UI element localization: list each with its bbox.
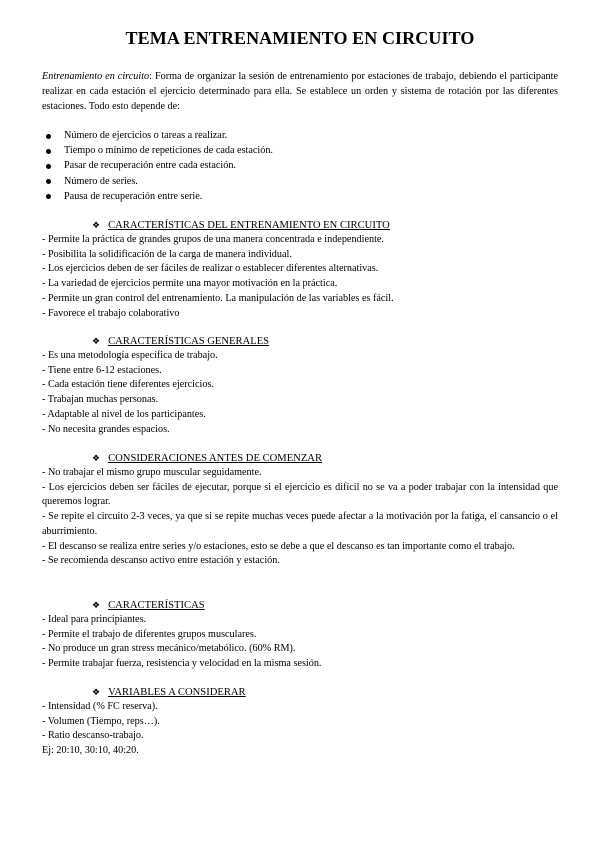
- bullet-icon: [46, 194, 51, 199]
- list-item: - El descanso se realiza entre series y/o estaciones, esto se debe a que el descanso es tan importante como el trabajo.: [42, 540, 515, 552]
- list-item: - Cada estación tiene diferentes ejercicios.: [42, 379, 214, 391]
- list-item: Número de series.: [42, 174, 542, 189]
- diamond-bullet-icon: ❖: [92, 600, 101, 610]
- list-item: - Los ejercicios deben ser fáciles de ejecutar, porque si el ejercicio es difícil no se va a poder trabajar con la intensidad que queremos lograr.: [42, 481, 558, 508]
- section-heading: ❖ CONSIDERACIONES ANTES DE COMENZAR: [92, 453, 323, 464]
- list-item: Pausa de recuperación entre serie.: [42, 189, 542, 204]
- list-item: - Intensidad (% FC reserva).: [42, 701, 158, 712]
- list-item: - Favorece el trabajo colaborativo: [42, 307, 180, 319]
- section-heading: ❖ CARACTERÍSTICAS: [92, 600, 205, 611]
- section-list: [42, 466, 558, 569]
- list-item: - Tiene entre 6-12 estaciones.: [42, 364, 162, 376]
- diamond-bullet-icon: ❖: [92, 220, 101, 230]
- diamond-bullet-icon: ❖: [92, 336, 101, 346]
- section-heading: ❖ VARIABLES A CONSIDERAR: [92, 687, 246, 698]
- section-list: [42, 233, 558, 321]
- section-heading: ❖ CARACTERÍSTICAS DEL ENTRENAMIENTO EN CIRCUITO: [92, 220, 390, 231]
- factor-list: [42, 128, 542, 204]
- section-list: [42, 700, 558, 759]
- diamond-bullet-icon: ❖: [92, 687, 101, 697]
- section-characteristics: [42, 598, 558, 672]
- list-item: Pasar de recuperación entre cada estación.: [42, 158, 542, 173]
- page-title: TEMA ENTRENAMIENTO EN CIRCUITO: [125, 28, 475, 48]
- list-item: - No produce un gran stress mecánico/metabólico. (60% RM).: [42, 643, 296, 655]
- section-considerations: [42, 451, 558, 569]
- section-variables: [42, 685, 558, 759]
- diamond-bullet-icon: ❖: [92, 453, 101, 463]
- list-item: - Ideal para principiantes.: [42, 614, 147, 625]
- list-item: Tiempo o mínimo de repeticiones de cada estación.: [42, 143, 542, 158]
- section-circuit-characteristics: [42, 218, 558, 321]
- list-item: - Permite un gran control del entrenamiento. La manipulación de las variables es fácil.: [42, 292, 394, 304]
- section-list: [42, 613, 558, 672]
- list-item: - No necesita grandes espacios.: [42, 423, 170, 435]
- list-item: - Volumen (Tiempo, reps…).: [42, 715, 160, 727]
- bullet-icon: [46, 164, 51, 169]
- list-item: - Trabajan muchas personas.: [42, 394, 159, 406]
- intro-paragraph: [42, 69, 558, 115]
- section-heading: ❖ CARACTERÍSTICAS GENERALES: [92, 336, 270, 347]
- list-item: - Ratio descanso-trabajo.: [42, 730, 144, 742]
- list-item: - Permite la práctica de grandes grupos de una manera concentrada e independiente.: [42, 234, 384, 245]
- bullet-icon: [46, 134, 51, 139]
- list-item: - Adaptable al nivel de los participantes.: [42, 408, 206, 420]
- list-item: - Posibilita la solidificación de la carga de manera individual.: [42, 248, 292, 260]
- list-item: - Se repite el circuito 2-3 veces, ya que si se repite muchas veces puede afectar a la motivación por la fatiga, el cansancio o el aburrimiento.: [42, 511, 558, 537]
- bullet-icon: [46, 149, 51, 154]
- list-item: Número de ejercicios o tareas a realizar.: [42, 128, 542, 143]
- list-item: - No trabajar el mismo grupo muscular seguidamente.: [42, 467, 262, 478]
- list-item: Ej: 20:10, 30:10, 40:20.: [42, 745, 139, 757]
- section-list: [42, 349, 558, 437]
- section-general-characteristics: [42, 334, 558, 437]
- list-item: - Los ejercicios deben de ser fáciles de realizar o establecer diferentes alternativas.: [42, 263, 379, 275]
- list-item: - Se recomienda descanso activo entre estación y estación.: [42, 555, 280, 567]
- list-item: - La variedad de ejercicios permite una mayor motivación en la práctica.: [42, 278, 338, 290]
- bullet-icon: [46, 179, 51, 184]
- list-item: - Permite el trabajo de diferentes grupos musculares.: [42, 628, 257, 640]
- intro-text: : Forma de organizar la sesión de entrenamiento por estaciones de trabajo, debiendo el participante realizar en cada estación el ejercicio determinado para ella. Se establece un orden y sistema de rotación por las diferentes estaciones. Todo esto depende de:: [42, 71, 558, 113]
- list-item: - Permite trabajar fuerza, resistencia y velocidad en la misma sesión.: [42, 658, 322, 670]
- list-item: - Es una metodología específica de trabajo.: [42, 350, 218, 361]
- intro-term: Entrenamiento en circuito: [42, 71, 150, 82]
